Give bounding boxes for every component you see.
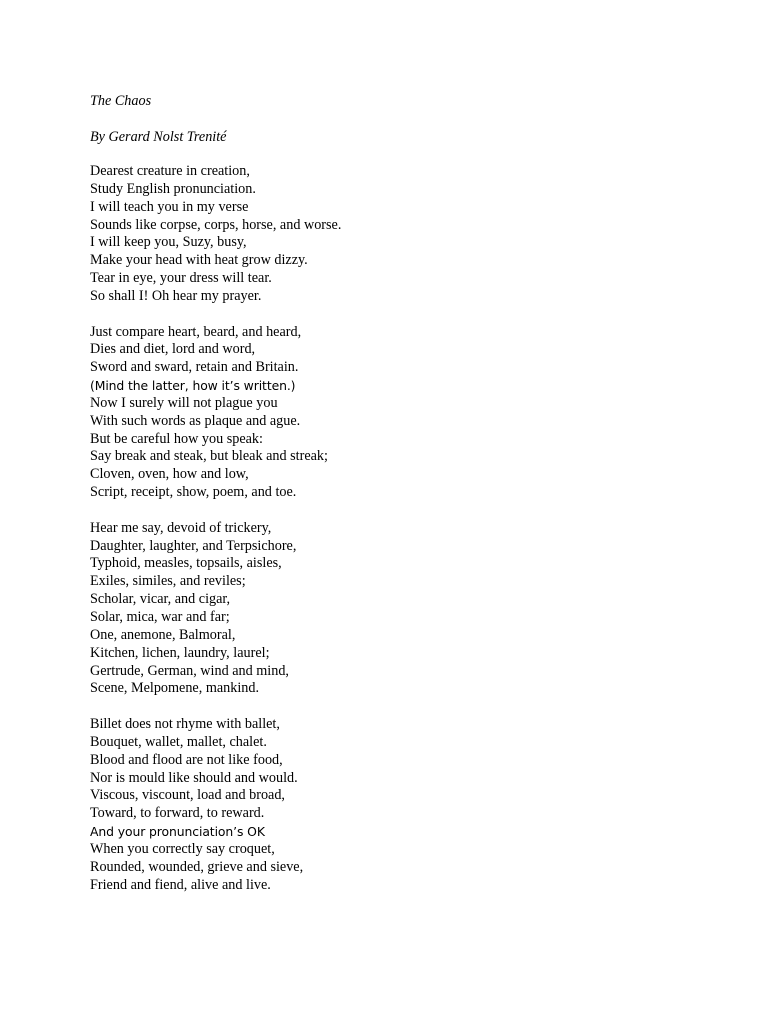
poem-line: Cloven, oven, how and low, (90, 466, 249, 483)
poem-line: Dearest creature in creation, (90, 163, 250, 179)
poem-line: Say break and steak, but bleak and streak; (90, 448, 328, 465)
poem-line: Blood and flood are not like food, (90, 751, 283, 768)
stanza-4 (90, 716, 730, 894)
poem-line: So shall I! Oh hear my prayer. (90, 287, 262, 304)
poem-line: (Mind the latter, how it’s written.) (90, 378, 296, 394)
poem-line: Friend and fiend, alive and live. (90, 876, 271, 893)
poem-line: Toward, to forward, to reward. (90, 805, 265, 822)
poem-line: Scene, Melpomene, mankind. (90, 680, 260, 697)
stanza-1 (90, 163, 730, 306)
poem-line: When you correctly say croquet, (90, 840, 275, 857)
poem-line: Billet does not rhyme with ballet, (90, 716, 280, 733)
poem-line: Sounds like corpse, corps, horse, and worse. (90, 216, 342, 233)
poem-line: Nor is mould like should and would. (90, 769, 298, 786)
poem-title: The Chaos (90, 93, 152, 109)
poem-line: Scholar, vicar, and cigar, (90, 591, 231, 608)
poem-line: Just compare heart, beard, and heard, (90, 323, 302, 340)
poem-line: Make your head with heat grow dizzy. (90, 252, 308, 269)
poem-line: Solar, mica, war and far; (90, 609, 230, 625)
poem-line: Now I surely will not plague you (90, 394, 278, 411)
poem-line: And your pronunciation’s OK (90, 824, 265, 840)
poem-line: Typhoid, measles, topsails, aisles, (90, 555, 282, 572)
stanza-3 (90, 520, 730, 698)
poem-line: Viscous, viscount, load and broad, (90, 787, 285, 804)
document-page (90, 91, 730, 894)
poem-line: Sword and sward, retain and Britain. (90, 359, 299, 376)
poem-line: Rounded, wounded, grieve and sieve, (90, 858, 304, 875)
poem-line: Script, receipt, show, poem, and toe. (90, 484, 297, 501)
stanza-2 (90, 324, 730, 502)
poem-line: Hear me say, devoid of trickery, (90, 519, 272, 536)
poem-line: Tear in eye, your dress will tear. (90, 270, 272, 287)
poem-author: By Gerard Nolst Trenité (90, 129, 227, 145)
poem-line: Bouquet, wallet, mallet, chalet. (90, 733, 267, 750)
poem-line: Gertrude, German, wind and mind, (90, 662, 289, 679)
poem-line: I will keep you, Suzy, busy, (90, 234, 247, 251)
poem-line: But be careful how you speak: (90, 430, 263, 447)
poem-line: One, anemone, Balmoral, (90, 626, 236, 643)
poem-line: I will teach you in my verse (90, 198, 249, 215)
poem-line: With such words as plaque and ague. (90, 412, 301, 429)
poem-line: Dies and diet, lord and word, (90, 341, 256, 358)
poem-line: Study English pronunciation. (90, 180, 256, 197)
poem-line: Daughter, laughter, and Terpsichore, (90, 537, 297, 554)
poem-line: Exiles, similes, and reviles; (90, 573, 246, 590)
poem-line: Kitchen, lichen, laundry, laurel; (90, 644, 270, 661)
